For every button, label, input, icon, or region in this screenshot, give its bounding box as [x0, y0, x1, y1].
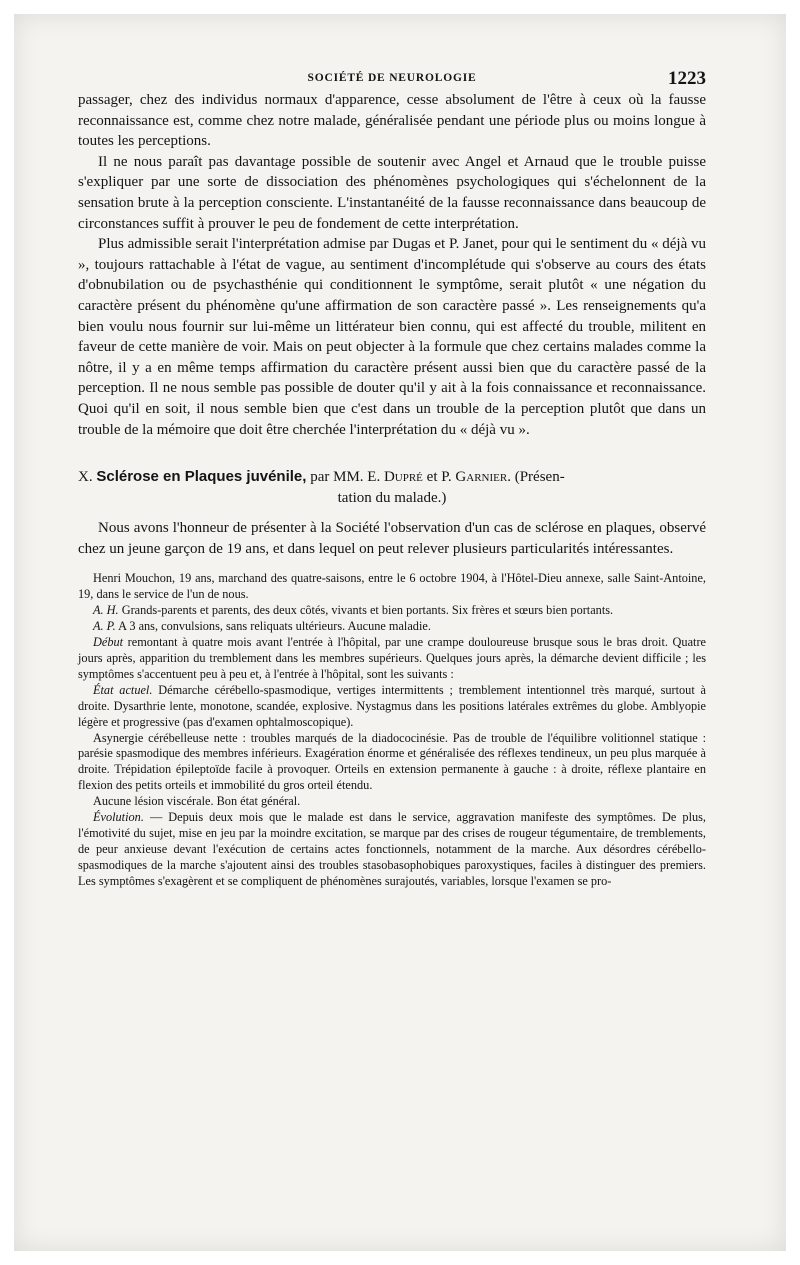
section-heading [78, 467, 706, 508]
intro-text [78, 518, 706, 559]
case-note: Henri Mouchon, 19 ans, marchand des quatre-saisons, entre le 6 octobre 1904, à l'Hôtel-Dieu annexe, salle Saint-Antoine, 19, dans le service de l'un de nous. [78, 571, 706, 602]
section-note-end: tation du malade.) [337, 489, 447, 506]
section-number: X. [78, 469, 93, 486]
section-and: et [426, 469, 438, 486]
case-note: État actuel. Démarche cérébello-spasmodique, vertiges intermittents ; tremblement intentionnel très marqué, surtout à droite. Dysarthrie lente, monotone, scandée, explosive. Nystagmus dans les positions latérales extrêmes du globe. Amblyopie légère et progressive (pas d'examen ophtalmoscopique). [78, 682, 707, 729]
case-note: Aucune lésion viscérale. Bon état général. [93, 794, 301, 809]
author2-initial: P. [441, 469, 452, 486]
document-page [78, 68, 706, 890]
body-paragraph: Il ne nous paraît pas davantage possible de soutenir avec Angel et Arnaud que le trouble puisse s'expliquer par une sorte de dissociation des phénomènes psychologiques qui s'échelonnent de la sensation brute à la perception consciente. L'instantanéité de la fausse reconnaissance dans beaucoup de circonstances suffit à prouver le peu de fondement de cette interprétation. [78, 153, 706, 232]
body-paragraph: Plus admissible serait l'interprétation admise par Dugas et P. Janet, pour qui le sentiment du « déjà vu », toujours rattachable à l'état de vague, au sentiment d'incomplétude qui s'observe au cours des états d'obnubilation ou de psychasthénie qui conditionnent le symptôme, serait plutôt « une négation du caractère présent du phénomène qu'une affirmation de son caractère passé ». Les renseignements qu'a bien voulu nous fournir sur lui-même un littérateur bien connu, qui est affecté du trouble, militent en faveur de cette manière de voir. Mais on peut objecter à la formule que chez certains malades comme la nôtre, il y a en même temps affirmation du caractère présent aussi bien que du caractère passé de la perception. Il ne nous semble pas possible de douter qu'il y ait à la fois connaissance et reconnaissance. Quoi qu'il en soit, il nous semble bien que c'est dans un trouble de la perception plutôt que dans un trouble de la mémoire que doit être cherchée l'interprétation du « déjà vu ». [78, 236, 706, 438]
running-title: SOCIÉTÉ DE NEUROLOGIE [307, 72, 477, 84]
case-note: A. P. A 3 ans, convulsions, sans reliquats ultérieurs. Aucune maladie. [93, 619, 431, 634]
case-note: Évolution. — Depuis deux mois que le malade est dans le service, aggravation manifeste des symptômes. De plus, l'émotivité du sujet, mise en jeu par la moindre excitation, se marque par des crises de rougeur tégumentaire, de tremblements, de peur anxieuse devant l'exécution de certains actes fonctionnels, notamment de la marche. Aux désordres cérébello-spasmodiques de la marche s'ajoutent ainsi des troubles stasobasophobiques paroxystiques, faciles à distinguer des premiers. Les symptômes s'exagèrent et se compliquent de phénomènes surajoutés, variables, lorsque l'examen se pro- [78, 810, 706, 888]
body-text [78, 90, 706, 440]
case-notes [78, 571, 706, 889]
author1-initial: E. [367, 469, 381, 486]
author1-name: Dupré [383, 469, 423, 486]
section-title: Sclérose en Plaques juvénile, [96, 468, 307, 486]
body-paragraph: passager, chez des individus normaux d'apparence, cesse absolument de l'être à ceux où la fausse reconnaissance est, comme chez notre malade, généralisée pendant une période plus ou moins longue à toutes les perceptions. [78, 92, 706, 150]
page-number: 1223 [668, 68, 706, 89]
page-header [78, 68, 706, 90]
case-note: Début remontant à quatre mois avant l'entrée à l'hôpital, par une crampe douloureuse brusque sous le bras droit. Quatre jours après, apparition du tremblement dans les membres supérieurs. Quelques jours après, la démarche devient difficile ; les symptômes s'accentuent peu à peu et, à l'entrée à l'hôpital, sont les suivants : [78, 635, 706, 681]
section-by: par MM. [310, 469, 364, 486]
section-note-start: (Présen- [514, 469, 565, 486]
case-note: Asynergie cérébelleuse nette : troubles marqués de la diadococinésie. Pas de trouble de l'équilibre volitionnel statique : parésie spasmodique des membres inférieurs. Exagération énorme et généralisée des réflexes tendineux, un peu plus marquée à droite. Trépidation épileptoïde facile à provoquer. Orteils en extension permanente à gauche : à droite, réflexe plantaire en flexion des petits orteils et immobilité du gros orteil étendu. [78, 730, 706, 793]
author2-name: Garnier. [455, 469, 511, 486]
intro-paragraph: Nous avons l'honneur de présenter à la Société l'observation d'un cas de sclérose en plaques, observé chez un jeune garçon de 19 ans, et dans lequel on peut relever plusieurs particularités intéressantes. [78, 520, 706, 557]
case-note: A. H. Grands-parents et parents, des deux côtés, vivants et bien portants. Six frères et sœurs bien portants. [93, 603, 614, 618]
